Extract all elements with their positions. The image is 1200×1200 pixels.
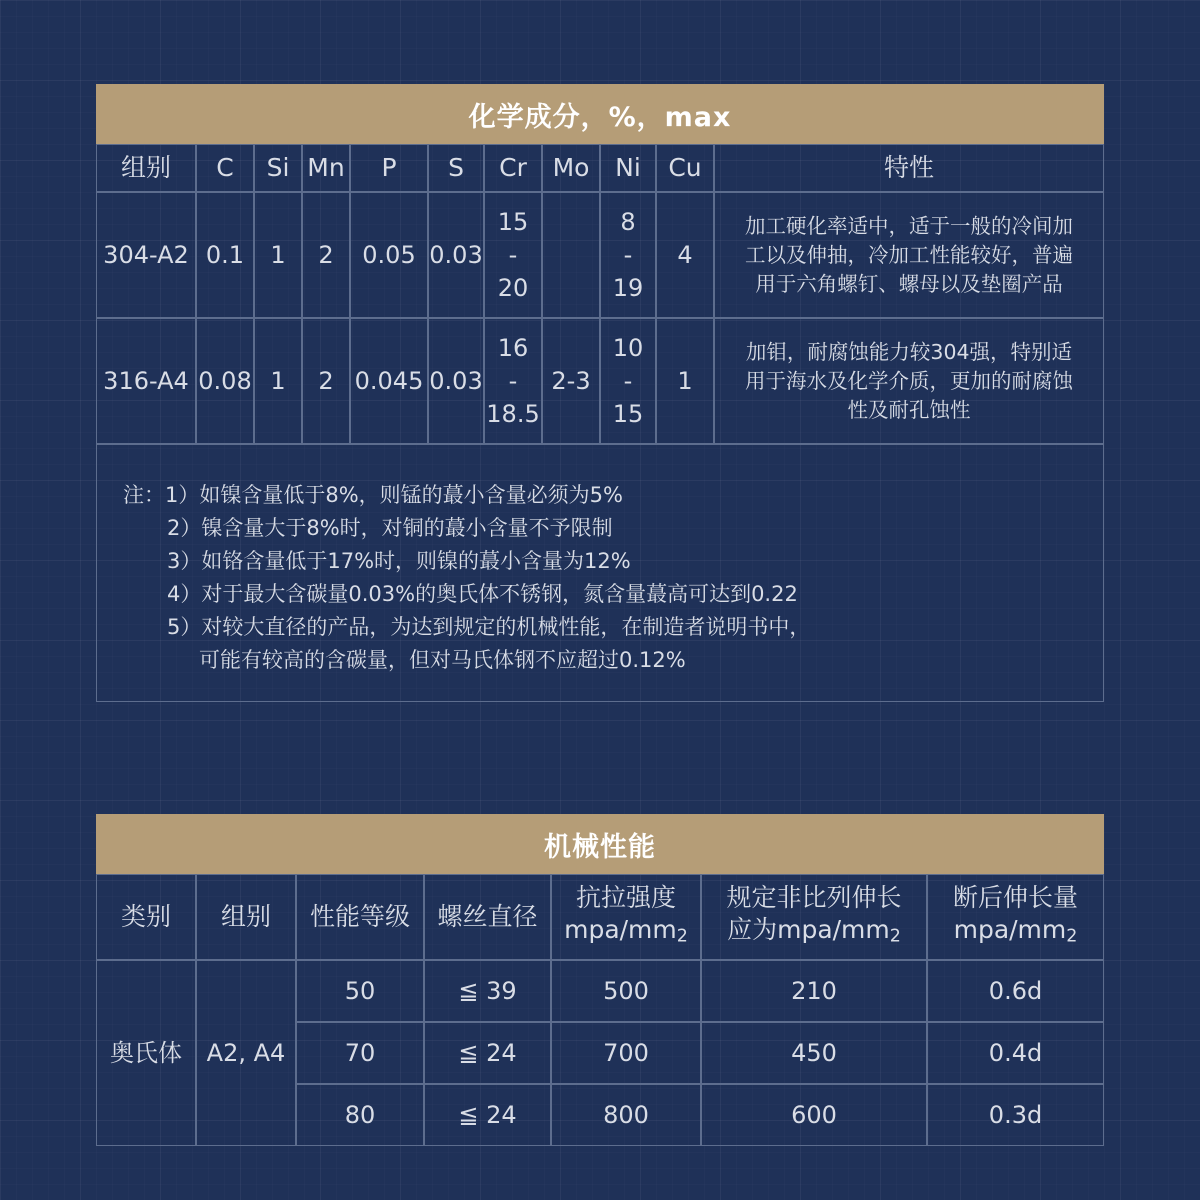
mech-row3-elongation: 0.3d xyxy=(927,1084,1104,1146)
header-group: 组别 xyxy=(96,144,196,192)
row1-cr xyxy=(484,192,542,318)
row1-cr-min: 15 xyxy=(497,207,529,236)
mech-row1-tensile: 500 xyxy=(551,960,701,1022)
mech-header-proof-label: 规定非比列伸长 xyxy=(726,882,902,912)
row2-ni-min: 10 xyxy=(612,333,644,362)
row2-ni xyxy=(600,318,656,444)
row1-ni xyxy=(600,192,656,318)
mech-row1-grade: 50 xyxy=(296,960,424,1022)
mech-header-tensile xyxy=(551,874,701,960)
chemical-title: 化学成分，%，max xyxy=(96,84,1104,144)
note-1: 注：1）如镍含量低于8%，则锰的蕞小含量必须为5% xyxy=(123,483,623,507)
mech-row1-elongation: 0.6d xyxy=(927,960,1104,1022)
row1-ni-min: 8 xyxy=(620,207,636,236)
header-cr: Cr xyxy=(484,144,542,192)
mech-header-tensile-unit: mpa/$mm_2$ xyxy=(564,914,688,947)
mech-header-tensile-label: 抗拉强度 xyxy=(575,882,676,912)
mech-header-proof xyxy=(701,874,927,960)
row2-ni-max: 15 xyxy=(612,399,644,428)
note-4: 4）对于最大含碳量0.03%的奥氏体不锈钢，氮含量蕞高可达到0.22 xyxy=(167,582,798,606)
mech-group: A2, A4 xyxy=(196,960,296,1146)
mech-row1-diameter: ≦ 39 xyxy=(424,960,551,1022)
row1-c: 0.1 xyxy=(196,192,254,318)
header-feature: 特性 xyxy=(714,144,1104,192)
header-cu: Cu xyxy=(656,144,714,192)
row2-feature-line1: 加钼，耐腐蚀能力较304强，特别适 xyxy=(745,339,1073,364)
mech-row2-grade: 70 xyxy=(296,1022,424,1084)
mech-header-grade: 性能等级 xyxy=(296,874,424,960)
header-mn: Mn xyxy=(302,144,350,192)
row2-cr xyxy=(484,318,542,444)
row2-cu: 1 xyxy=(656,318,714,444)
note-5: 5）对较大直径的产品，为达到规定的机械性能，在制造者说明书中， xyxy=(167,615,811,639)
row2-feature-line2: 用于海水及化学介质，更加的耐腐蚀 xyxy=(745,368,1073,393)
row1-si: 1 xyxy=(254,192,302,318)
mechanical-properties-section xyxy=(96,814,1104,1146)
row2-cr-dash: - xyxy=(508,366,518,395)
mech-row3-tensile: 800 xyxy=(551,1084,701,1146)
mech-row3-grade: 80 xyxy=(296,1084,424,1146)
mech-header-diameter: 螺丝直径 xyxy=(424,874,551,960)
row2-cr-min: 16 xyxy=(497,333,529,362)
row1-mo xyxy=(542,192,600,318)
header-si: Si xyxy=(254,144,302,192)
mech-row2-diameter: ≦ 24 xyxy=(424,1022,551,1084)
row1-cr-max: 20 xyxy=(497,273,529,302)
mech-row2-tensile: 700 xyxy=(551,1022,701,1084)
mech-header-elongation xyxy=(927,874,1104,960)
row2-cr-max: 18.5 xyxy=(486,399,540,428)
mech-row1-proof: 210 xyxy=(701,960,927,1022)
row2-p: 0.045 xyxy=(350,318,428,444)
row1-ni-max: 19 xyxy=(612,273,644,302)
row1-feature-line3: 用于六角螺钉、螺母以及垫圈产品 xyxy=(755,271,1063,296)
row1-group: 304-A2 xyxy=(96,192,196,318)
mech-category: 奥氏体 xyxy=(96,960,196,1146)
row1-mn: 2 xyxy=(302,192,350,318)
chemical-composition-section xyxy=(96,84,1104,704)
row2-mn: 2 xyxy=(302,318,350,444)
mech-row2-elongation: 0.4d xyxy=(927,1022,1104,1084)
header-c: C xyxy=(196,144,254,192)
row2-ni-dash: - xyxy=(623,366,633,395)
row2-feature xyxy=(714,318,1104,444)
header-p: P xyxy=(350,144,428,192)
note-2: 2）镍含量大于8%时，对铜的蕞小含量不予限制 xyxy=(167,516,613,540)
row2-si: 1 xyxy=(254,318,302,444)
row2-feature-line3: 性及耐孔蚀性 xyxy=(847,397,971,422)
mech-row2-proof: 450 xyxy=(701,1022,927,1084)
mech-row3-diameter: ≦ 24 xyxy=(424,1084,551,1146)
mech-header-elongation-label: 断后伸长量 xyxy=(952,882,1078,912)
row2-c: 0.08 xyxy=(196,318,254,444)
row1-cr-dash: - xyxy=(508,240,518,269)
mech-header-group: 组别 xyxy=(196,874,296,960)
mech-header-proof-unit: 应为mpa/$mm_2$ xyxy=(727,914,901,947)
row1-feature-line1: 加工硬化率适中，适于一般的冷间加 xyxy=(745,213,1073,238)
mech-header-elongation-unit: mpa/$mm_2$ xyxy=(953,914,1078,947)
row1-s: 0.03 xyxy=(428,192,484,318)
row1-cu: 4 xyxy=(656,192,714,318)
notes-box xyxy=(96,444,1104,702)
header-ni: Ni xyxy=(600,144,656,192)
mech-row3-proof: 600 xyxy=(701,1084,927,1146)
row1-p: 0.05 xyxy=(350,192,428,318)
row2-s: 0.03 xyxy=(428,318,484,444)
header-s: S xyxy=(428,144,484,192)
note-3: 3）如铬含量低于17%时，则镍的蕞小含量为12% xyxy=(167,549,631,573)
row1-feature-line2: 工以及伸抽，冷加工性能较好，普遍 xyxy=(745,242,1073,267)
row2-group: 316-A4 xyxy=(96,318,196,444)
header-mo: Mo xyxy=(542,144,600,192)
row1-feature xyxy=(714,192,1104,318)
mech-header-category: 类别 xyxy=(96,874,196,960)
note-5-continued: 可能有较高的含碳量，但对马氏体钢不应超过0.12% xyxy=(199,648,686,672)
mechanical-title: 机械性能 xyxy=(96,814,1104,874)
row1-ni-dash: - xyxy=(623,240,633,269)
row2-mo: 2-3 xyxy=(542,318,600,444)
